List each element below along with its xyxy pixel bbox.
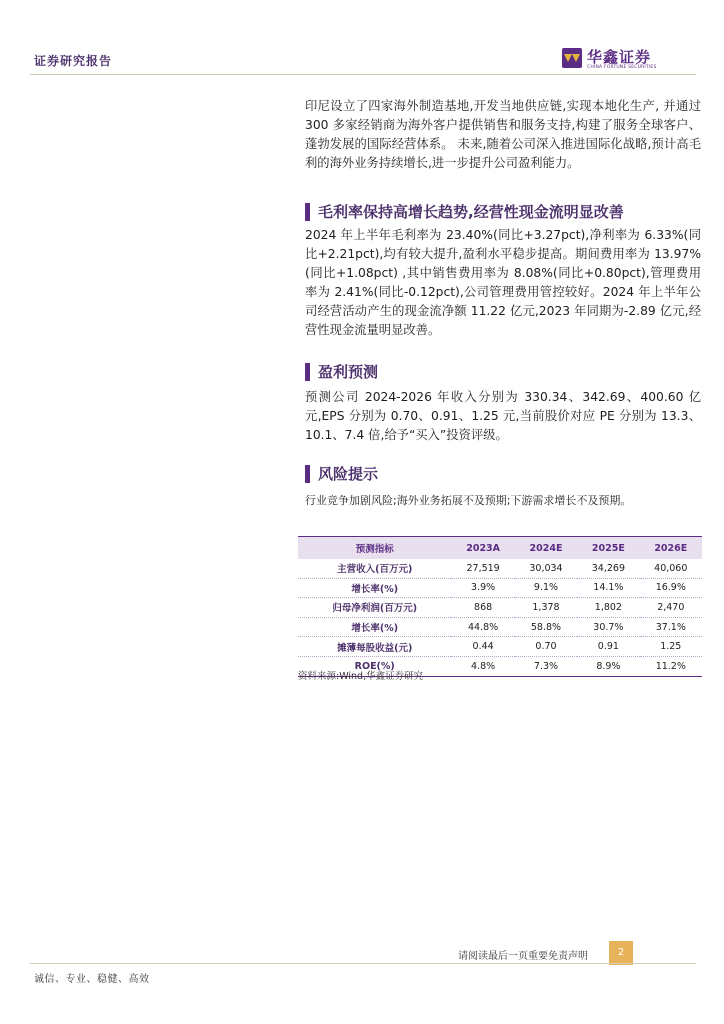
table-cell: 34,269	[577, 559, 639, 578]
table-cell: 4.8%	[451, 656, 514, 676]
company-logo	[562, 46, 672, 72]
table-cell: 58.8%	[515, 617, 577, 637]
table-cell: 27,519	[451, 559, 514, 578]
table-row-label: 增长率(%)	[298, 617, 451, 637]
section-heading-margin: 毛利率保持高增长趋势,经营性现金流明显改善	[305, 202, 624, 222]
risk-paragraph: 行业竞争加剧风险;海外业务拓展不及预期;下游需求增长不及预期。	[305, 494, 632, 507]
table-row-label: 主营收入(百万元)	[298, 559, 451, 578]
section-body-forecast	[305, 388, 701, 445]
table-cell: 8.9%	[577, 656, 639, 676]
logo-subtext: CHINA FORTUNE SECURITIES	[587, 65, 657, 70]
forecast-table	[298, 536, 702, 677]
table-row-label: 增长率(%)	[298, 578, 451, 598]
page-number: 2	[609, 941, 633, 965]
table-row	[298, 578, 702, 598]
table-cell: 0.44	[451, 637, 514, 657]
table-cell: 3.9%	[451, 578, 514, 598]
table-cell: 1,378	[515, 598, 577, 618]
table-cell: 0.70	[515, 637, 577, 657]
footer-divider	[30, 963, 696, 964]
table-cell: 1,802	[577, 598, 639, 618]
section-heading-forecast: 盈利预测	[305, 362, 378, 382]
table-row-label: ROE(%)	[298, 656, 451, 676]
table-cell: 0.91	[577, 637, 639, 657]
intro-block	[305, 97, 701, 173]
table-cell: 1.25	[640, 637, 702, 657]
table-cell: 30,034	[515, 559, 577, 578]
company-motto: 诚信、专业、稳健、高效	[34, 974, 150, 985]
table-cell: 40,060	[640, 559, 702, 578]
table-cell: 2,470	[640, 598, 702, 618]
table-row-label: 摊薄每股收益(元)	[298, 637, 451, 657]
margin-paragraph: 2024 年上半年毛利率为 23.40%(同比+3.27pct),净利率为 6.33%(同比+2.21pct),均有较大提升,盈利水平稳步提高。期间费用率为 13.97%(同比+1.08pct) ,其中销售费用率为 8.08%(同比+0.80pct),管理费用率为 2.41%(同比-0.12pct),公司管理费用管控较好。2024 年上半年公司经营活动产生的现金流净额 11.22 亿元,2023 年同期为-2.89 亿元,经营性现金流量明显改善。	[305, 228, 701, 337]
table-cell: 11.2%	[640, 656, 702, 676]
table-cell: 30.7%	[577, 617, 639, 637]
table-cell: 9.1%	[515, 578, 577, 598]
table-row-label: 归母净利润(百万元)	[298, 598, 451, 618]
logo-text: 华鑫证券	[587, 48, 652, 66]
table-header-cell: 预测指标	[298, 537, 451, 560]
table-cell: 16.9%	[640, 578, 702, 598]
table-cell: 37.1%	[640, 617, 702, 637]
table-row	[298, 559, 702, 578]
section-body-risk	[305, 491, 701, 510]
table-cell: 7.3%	[515, 656, 577, 676]
table-source-note: 资料来源:Wind,华鑫证券研究	[298, 671, 424, 682]
header-divider	[30, 74, 696, 75]
table-cell: 44.8%	[451, 617, 514, 637]
report-type-label: 证券研究报告	[34, 54, 113, 68]
table-header-row	[298, 537, 702, 560]
table-row	[298, 598, 702, 618]
table-header-cell: 2024E	[515, 537, 577, 560]
logo-icon	[562, 48, 582, 68]
disclaimer-note: 请阅读最后一页重要免责声明	[458, 951, 588, 962]
table-row	[298, 617, 702, 637]
table-header-cell: 2023A	[451, 537, 514, 560]
table-cell: 14.1%	[577, 578, 639, 598]
forecast-paragraph: 预测公司 2024-2026 年收入分别为 330.34、342.69、400.60 亿元,EPS 分别为 0.70、0.91、1.25 元,当前股价对应 PE 分别为 13.3、10.1、7.4 倍,给予“买入”投资评级。	[305, 390, 701, 442]
intro-paragraph: 印尼设立了四家海外制造基地,开发当地供应链,实现本地化生产, 并通过 300 多家经销商为海外客户提供销售和服务支持,构建了服务全球客户、蓬勃发展的国际经营体系。 未来,随着公司深入推进国际化战略,预计高毛利的海外业务持续增长,进一步提升公司盈利能力。	[305, 99, 701, 170]
section-heading-risk: 风险提示	[305, 464, 378, 484]
table-header-cell: 2026E	[640, 537, 702, 560]
table-cell: 868	[451, 598, 514, 618]
table-row	[298, 637, 702, 657]
section-body-margin	[305, 226, 701, 340]
table-header-cell: 2025E	[577, 537, 639, 560]
